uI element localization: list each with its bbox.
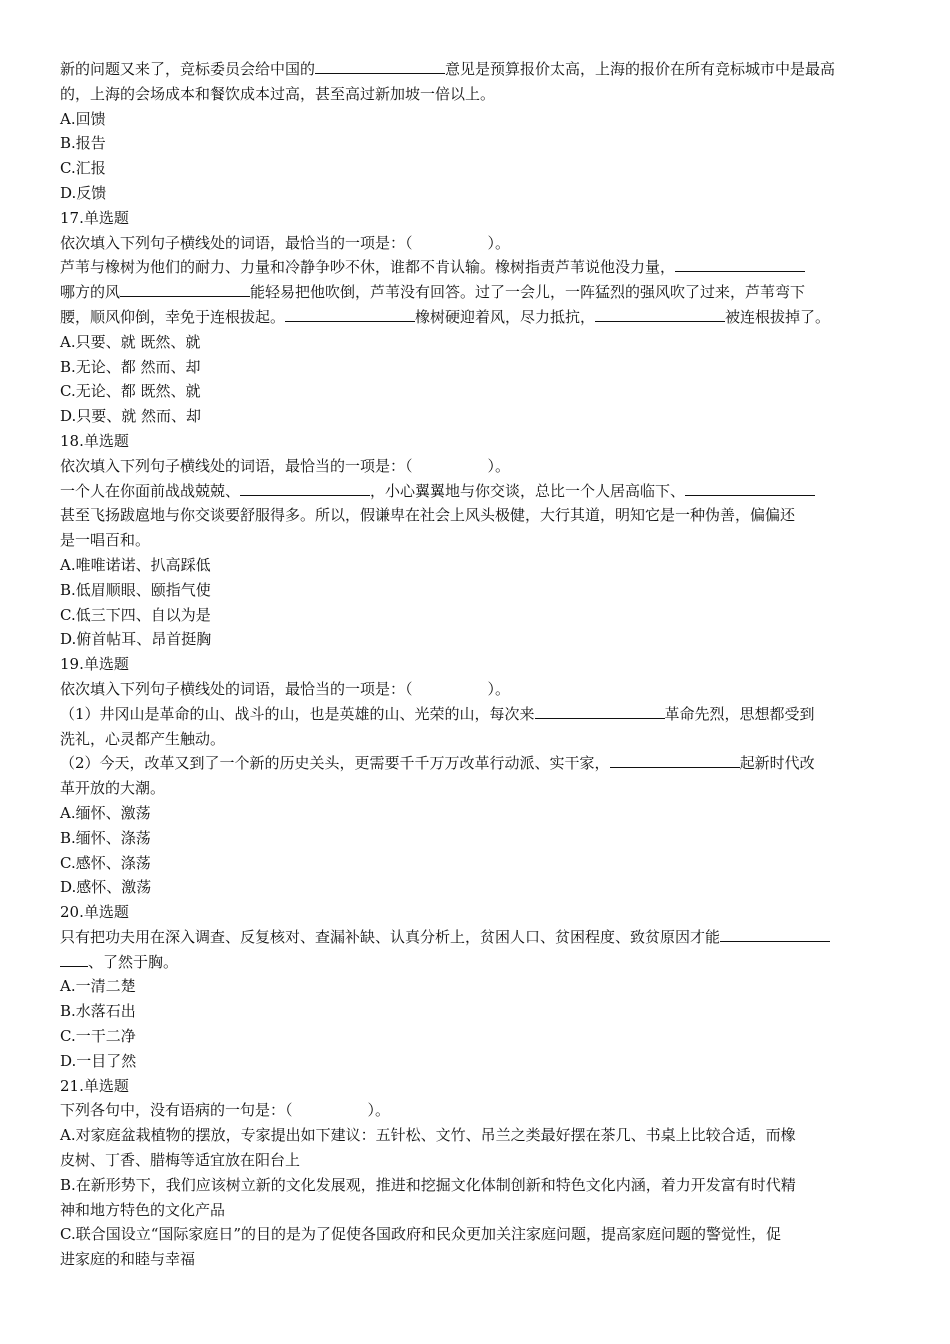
q16-option-d[interactable]: D.反馈 bbox=[60, 183, 107, 202]
q19-sentence1-line2: 洗礼，心灵都产生触动。 bbox=[60, 729, 226, 748]
q21-option-a-line1[interactable]: A.对家庭盆栽植物的摆放，专家提出如下建议：五针松、文竹、吊兰之类最好摆在茶几、书桌上比较合适，而橡 bbox=[60, 1126, 796, 1145]
q18-option-d[interactable]: D.俯首帖耳、昂首挺胸 bbox=[60, 630, 212, 649]
q20-option-b[interactable]: B.水落石出 bbox=[60, 1002, 136, 1021]
q19-heading: 19.单选题 bbox=[60, 655, 129, 674]
q16-stem-line1 bbox=[60, 57, 894, 82]
q16-option-b[interactable]: B.报告 bbox=[60, 134, 106, 153]
q20-option-c[interactable]: C.一干二净 bbox=[60, 1027, 136, 1046]
q20-option-d[interactable]: D.一目了然 bbox=[60, 1051, 137, 1070]
q17-option-d[interactable]: D.只要、就 然而、却 bbox=[60, 407, 202, 426]
q21-option-c-line2[interactable]: 进家庭的和睦与幸福 bbox=[60, 1250, 196, 1269]
q19-prompt: 依次填入下列句子横线处的词语，最恰当的一项是：（ ）。 bbox=[60, 679, 511, 698]
text: 芦苇与橡树为他们的耐力、力量和冷静争吵不休，谁都不肯认输。橡树指责芦苇说他没力量， bbox=[60, 258, 676, 277]
q17-option-b[interactable]: B.无论、都 然而、却 bbox=[60, 357, 201, 376]
q21-option-c-line1[interactable]: C.联合国设立“国际家庭日”的目的是为了促使各国政府和民众更加关注家庭问题，提高家庭问题的警觉性，促 bbox=[60, 1225, 782, 1244]
q17-heading: 17.单选题 bbox=[60, 208, 129, 227]
q21-option-b-line2[interactable]: 神和地方特色的文化产品 bbox=[60, 1200, 226, 1219]
q16-option-c[interactable]: C.汇报 bbox=[60, 159, 106, 178]
answer-blank bbox=[285, 306, 415, 322]
text: 只有把功夫用在深入调查、反复核对、查漏补缺、认真分析上，贫困人口、贫困程度、致贫原因才能 bbox=[60, 927, 721, 946]
answer-blank bbox=[120, 281, 250, 297]
q19-sentence2-line1 bbox=[60, 751, 894, 776]
q18-heading: 18.单选题 bbox=[60, 431, 129, 450]
q19-option-c[interactable]: C.感怀、涤荡 bbox=[60, 853, 151, 872]
answer-blank-continued bbox=[60, 951, 88, 967]
text: 哪方的风 bbox=[60, 283, 121, 302]
q19-sentence1-line1 bbox=[60, 702, 894, 727]
q17-passage-line2 bbox=[60, 280, 894, 305]
q18-prompt: 依次填入下列句子横线处的词语，最恰当的一项是：（ ）。 bbox=[60, 456, 511, 475]
text: ，小心翼翼地与你交谈，总比一个人居高临下、 bbox=[370, 481, 686, 500]
text: 起新时代改 bbox=[739, 754, 815, 773]
q20-stem-line2 bbox=[60, 950, 894, 975]
q18-option-a[interactable]: A.唯唯诺诺、扒高踩低 bbox=[60, 555, 211, 574]
text: 腰，顺风仰倒，幸免于连根拔起。 bbox=[60, 307, 286, 326]
q21-heading: 21.单选题 bbox=[60, 1076, 129, 1095]
text: 新的问题又来了，竞标委员会给中国的 bbox=[60, 60, 316, 78]
q18-option-b[interactable]: B.低眉顺眼、颐指气使 bbox=[60, 580, 211, 599]
q17-prompt: 依次填入下列句子横线处的词语，最恰当的一项是：（ ）。 bbox=[60, 233, 511, 252]
q18-passage-line1 bbox=[60, 479, 894, 504]
q18-option-c[interactable]: C.低三下四、自以为是 bbox=[60, 605, 211, 624]
q20-option-a[interactable]: A.一清二楚 bbox=[60, 977, 136, 996]
q19-option-a[interactable]: A.缅怀、激荡 bbox=[60, 803, 151, 822]
q17-passage-line1 bbox=[60, 255, 894, 280]
answer-blank bbox=[720, 926, 830, 942]
q19-sentence2-line2: 革开放的大潮。 bbox=[60, 779, 166, 798]
answer-blank bbox=[535, 703, 665, 719]
answer-blank bbox=[315, 58, 445, 74]
answer-blank bbox=[240, 480, 370, 496]
text: 、了然于胸。 bbox=[88, 952, 179, 971]
text: 能轻易把他吹倒，芦苇没有回答。过了一会儿，一阵猛烈的强风吹了过来，芦苇弯下 bbox=[250, 283, 806, 302]
text: 橡树硬迎着风，尽力抵抗， bbox=[415, 307, 596, 326]
q20-stem-line1 bbox=[60, 925, 894, 950]
q21-option-a-line2[interactable]: 皮树、丁香、腊梅等适宜放在阳台上 bbox=[60, 1151, 301, 1170]
q18-passage-line3: 是一唱百和。 bbox=[60, 531, 151, 550]
answer-blank bbox=[595, 306, 725, 322]
text: 革命先烈，思想都受到 bbox=[664, 704, 815, 723]
q19-option-d[interactable]: D.感怀、激荡 bbox=[60, 878, 152, 897]
text: 被连根拔掉了。 bbox=[725, 307, 831, 326]
text: 一个人在你面前战战兢兢、 bbox=[60, 481, 241, 500]
answer-blank bbox=[685, 480, 815, 496]
q21-prompt: 下列各句中，没有语病的一句是：（ ）。 bbox=[60, 1101, 391, 1120]
q18-passage-line2: 甚至飞扬跋扈地与你交谈要舒服得多。所以，假谦卑在社会上风头极健，大行其道，明知它是一种伪善，偏偏还 bbox=[60, 506, 796, 525]
q16-option-a[interactable]: A.回馈 bbox=[60, 109, 106, 128]
q20-heading: 20.单选题 bbox=[60, 903, 129, 922]
text: （2）今天，改革又到了一个新的历史关头，更需要千千万万改革行动派、实干家， bbox=[60, 754, 610, 773]
answer-blank bbox=[610, 752, 740, 768]
q21-option-b-line1[interactable]: B.在新形势下，我们应该树立新的文化发展观，推进和挖掘文化体制创新和特色文化内涵，着力开发富有时代精 bbox=[60, 1175, 796, 1194]
q17-option-c[interactable]: C.无论、都 既然、就 bbox=[60, 382, 201, 401]
text: 意见是预算报价太高，上海的报价在所有竞标城市中是最高 bbox=[445, 60, 836, 78]
q17-option-a[interactable]: A.只要、就 既然、就 bbox=[60, 332, 201, 351]
q19-option-b[interactable]: B.缅怀、涤荡 bbox=[60, 828, 151, 847]
text: （1）井冈山是革命的山、战斗的山，也是英雄的山、光荣的山，每次来 bbox=[60, 704, 535, 723]
answer-blank bbox=[675, 256, 805, 272]
q16-stem-line2: 的，上海的会场成本和餐饮成本过高，甚至高过新加坡一倍以上。 bbox=[60, 84, 496, 103]
q17-passage-line3 bbox=[60, 305, 894, 330]
